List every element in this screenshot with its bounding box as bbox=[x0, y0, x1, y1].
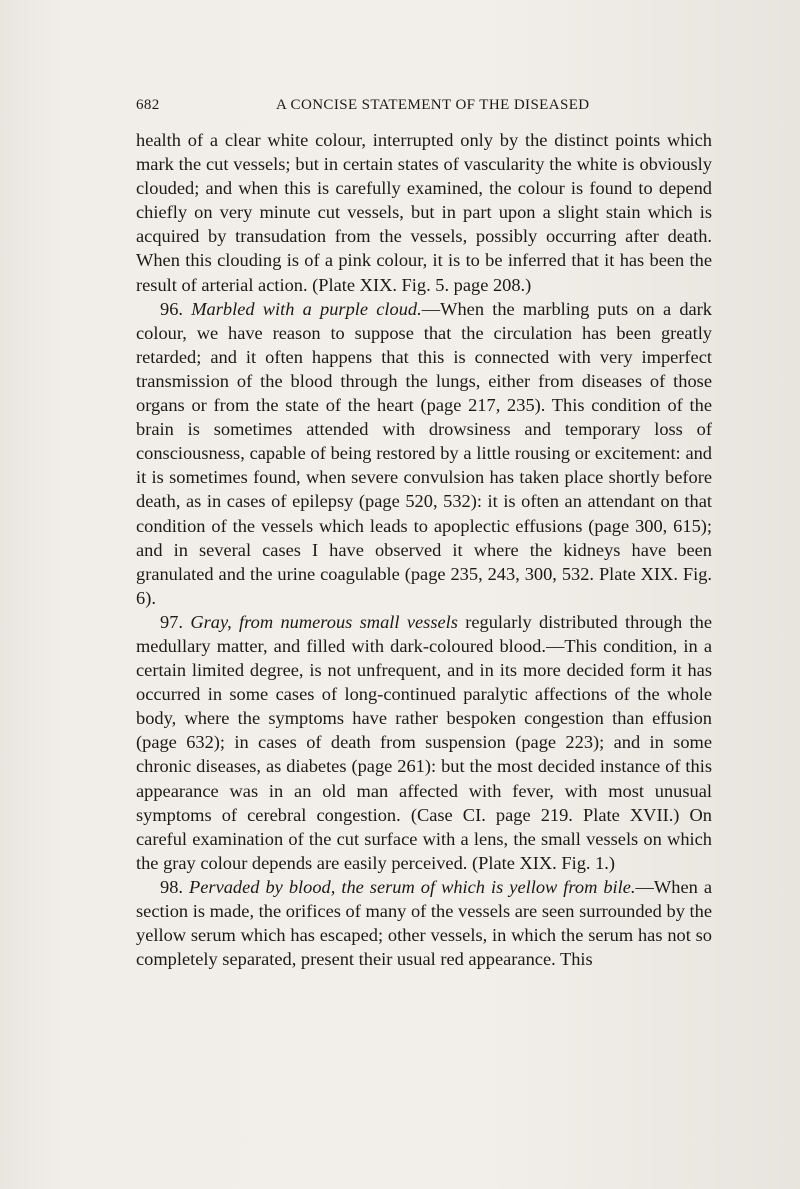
entry-number: 98. bbox=[160, 876, 183, 897]
page-number: 682 bbox=[136, 97, 160, 113]
entry-title: Pervaded by blood, the serum of which is yellow from bile. bbox=[189, 876, 636, 897]
entry-title: Gray, from numerous small vessels bbox=[190, 611, 458, 632]
entry-text: —When the marbling puts on a dark colour, we have reason to suppose that the circulation has been greatly retarded; and it often happens that this is connected with very imperfect transmission of the blood through the lungs, either from diseases of those organs or from the state of the heart (page 217, 235). This condition of the brain is sometimes attended with drowsiness and temporary loss of consciousness, capable of being restored by a little rousing or excitement: and it is sometimes found, when severe convulsion has taken place shortly before death, as in cases of epilepsy (page 520, 532): it is often an attendant on that condition of the vessels which leads to apoplectic effusions (page 300, 615); and in several cases I have observed it where the kidneys have been granulated and the urine coagulable (page 235, 243, 300, 532. Plate XIX. Fig. 6). bbox=[136, 298, 712, 608]
running-head-title: A CONCISE STATEMENT OF THE DISEASED bbox=[276, 97, 590, 113]
entry-98 bbox=[136, 875, 712, 971]
running-head bbox=[136, 97, 712, 121]
entry-96 bbox=[136, 297, 712, 610]
entry-text: regularly distributed through the medullary matter, and filled with dark-coloured blood.—This condition, in a certain limited degree, is not unfrequent, and in its more decided form it has occurred in some cases of long-continued paralytic affections of the whole body, where the symptoms have rather bespoken congestion than effusion (page 632); in cases of death from suspension (page 223); and in some chronic diseases, as diabetes (page 261): but the most decided instance of this appearance was in an old man affected with fever, with most unusual symptoms of cerebral congestion. (Case CI. page 219. Plate XVII.) On careful examination of the cut surface with a lens, the small vessels on which the gray colour depends are easily perceived. (Plate XIX. Fig. 1.) bbox=[136, 611, 712, 873]
entry-97 bbox=[136, 610, 712, 875]
entry-number: 97. bbox=[160, 611, 183, 632]
entry-title: Marbled with a purple cloud. bbox=[191, 298, 422, 319]
entry-number: 96. bbox=[160, 298, 183, 319]
body-text bbox=[136, 128, 712, 971]
paragraph-continuation: health of a clear white colour, interrupted only by the distinct points which mark the cut vessels; but in certain states of vascularity the white is obviously clouded; and when this is carefully examined, the colour is found to depend chiefly on very minute cut vessels, but in part upon a slight stain which is acquired by transudation from the vessels, possibly occurring after death. When this clouding is of a pink colour, it is to be inferred that it has been the result of arterial action. (Plate XIX. Fig. 5. page 208.) bbox=[136, 130, 712, 295]
entry-text: —When a section is made, the orifices of many of the vessels are seen surrounded by the yellow serum which has escaped; other vessels, in which the serum has not so completely separated, present their usual red appearance. This bbox=[136, 876, 712, 970]
